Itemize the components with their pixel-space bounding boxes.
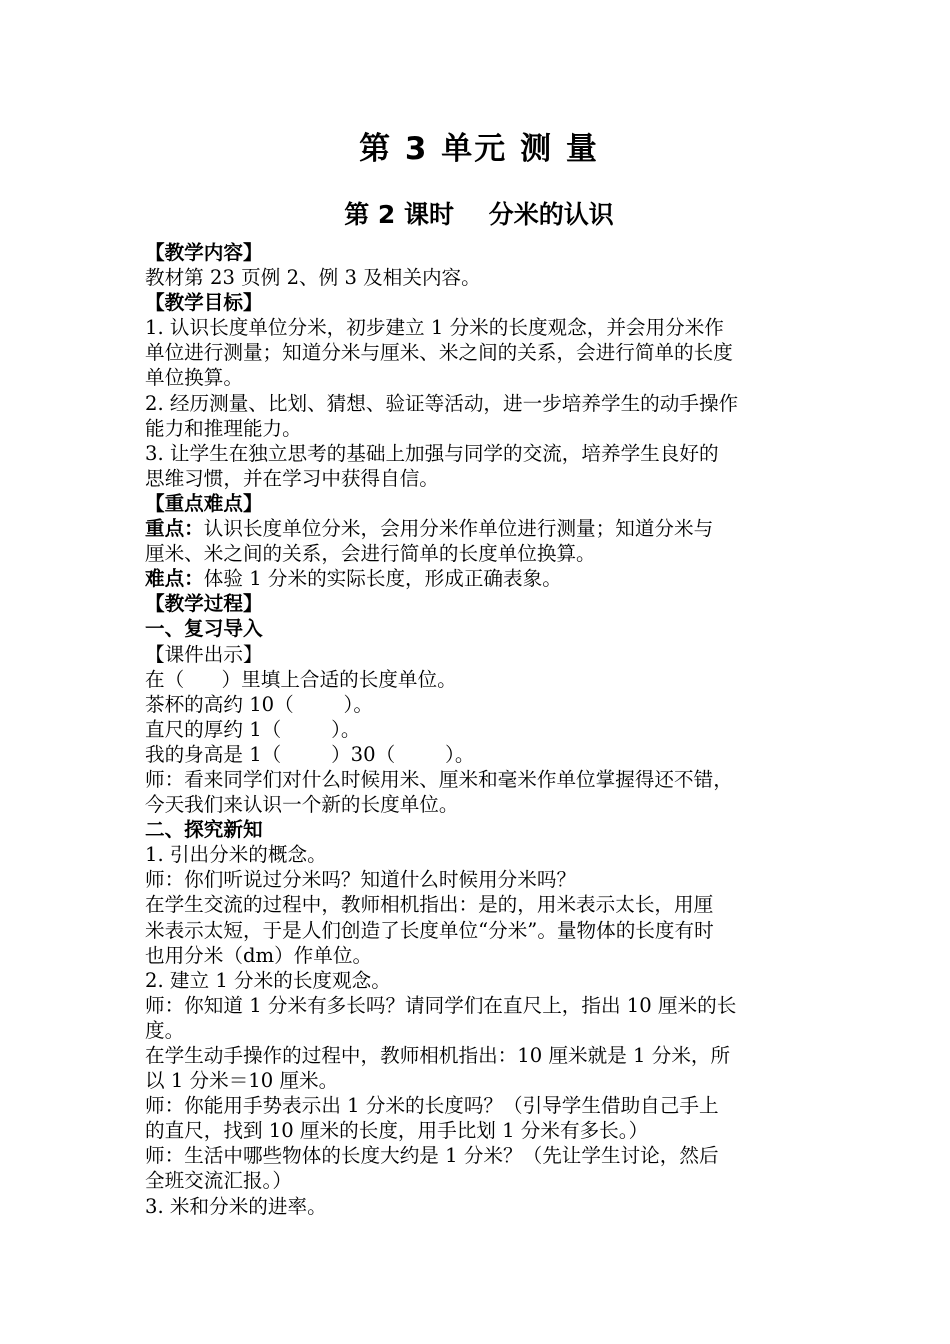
courseware-heading: 【课件出示】 bbox=[145, 642, 263, 666]
review-line: 我的身高是 1（ ）30（ ）。 bbox=[145, 742, 475, 766]
explore-line: 也用分米（dm）作单位。 bbox=[145, 943, 373, 967]
explore-line: 度。 bbox=[145, 1018, 185, 1042]
goal-line: 3. 让学生在独立思考的基础上加强与同学的交流，培养学生良好的 bbox=[145, 441, 719, 465]
key-point-line bbox=[145, 516, 813, 541]
goal-line: 2. 经历测量、比划、猜想、验证等活动，进一步培养学生的动手操作 bbox=[145, 391, 739, 415]
difficulty-label: 难点： bbox=[145, 567, 204, 591]
review-line: 直尺的厚约 1（ ）。 bbox=[145, 717, 361, 741]
explore-line: 的直尺，找到 10 厘米的长度，用手比划 1 分米有多长。） bbox=[145, 1119, 649, 1143]
review-line: 师：看来同学们对什么时候用米、厘米和毫米作单位掌握得还不错， bbox=[145, 767, 733, 791]
explore-line: 3. 米和分米的进率。 bbox=[145, 1194, 327, 1218]
document-body bbox=[145, 240, 813, 1219]
goal-line: 思维习惯，并在学习中获得自信。 bbox=[145, 466, 439, 490]
section-heading-content: 【教学内容】 bbox=[145, 241, 263, 264]
explore-line: 在学生动手操作的过程中，教师相机指出：10 厘米就是 1 分米，所 bbox=[145, 1044, 731, 1067]
lesson-title: 第 2 课时 分米的认识 bbox=[344, 200, 614, 229]
difficulty-text: 体验 1 分米的实际长度，形成正确表象。 bbox=[203, 567, 562, 591]
explore-line: 1. 引出分米的概念。 bbox=[145, 843, 327, 867]
part2-heading: 二、探究新知 bbox=[145, 818, 263, 842]
review-line: 茶杯的高约 10（ ）。 bbox=[145, 692, 373, 716]
section-heading-goals: 【教学目标】 bbox=[145, 291, 263, 315]
goal-line: 1. 认识长度单位分米，初步建立 1 分米的长度观念，并会用分米作 bbox=[145, 316, 724, 340]
explore-line: 师：你知道 1 分米有多长吗？请同学们在直尺上，指出 10 厘米的长 bbox=[145, 993, 737, 1017]
unit-title: 第 3 单元 测 量 bbox=[359, 131, 599, 167]
key-point-line: 厘米、米之间的关系，会进行简单的长度单位换算。 bbox=[145, 542, 596, 566]
goal-line: 能力和推理能力。 bbox=[145, 416, 302, 440]
explore-line: 师：你能用手势表示出 1 分米的长度吗？（引导学生借助自己手上 bbox=[145, 1094, 719, 1118]
explore-line: 2. 建立 1 分米的长度观念。 bbox=[145, 968, 391, 992]
content-text: 教材第 23 页例 2、例 3 及相关内容。 bbox=[145, 266, 481, 290]
difficulty-line bbox=[145, 566, 813, 591]
explore-line: 米表示太短，于是人们创造了长度单位“分米”。量物体的长度有时 bbox=[145, 918, 714, 942]
review-line: 今天我们来认识一个新的长度单位。 bbox=[145, 793, 459, 817]
key-text: 认识长度单位分米，会用分米作单位进行测量；知道分米与 bbox=[203, 517, 714, 541]
section-heading-process: 【教学过程】 bbox=[145, 592, 263, 616]
review-line: 在（ ）里填上合适的长度单位。 bbox=[145, 667, 457, 691]
part1-heading: 一、复习导入 bbox=[145, 617, 263, 641]
explore-line: 师：你们听说过分米吗？知道什么时候用分米吗？ bbox=[145, 868, 577, 892]
explore-line: 以 1 分米＝10 厘米。 bbox=[145, 1069, 339, 1093]
goal-line: 单位换算。 bbox=[145, 366, 243, 390]
explore-line: 师：生活中哪些物体的长度大约是 1 分米？（先让学生讨论，然后 bbox=[145, 1144, 719, 1168]
goal-line: 单位进行测量；知道分米与厘米、米之间的关系，会进行简单的长度 bbox=[145, 341, 733, 365]
explore-line: 全班交流汇报。） bbox=[145, 1169, 292, 1193]
key-label: 重点： bbox=[145, 517, 204, 541]
explore-line: 在学生交流的过程中，教师相机指出：是的，用米表示太长，用厘 bbox=[145, 893, 714, 917]
section-heading-keypoints: 【重点难点】 bbox=[145, 491, 263, 515]
